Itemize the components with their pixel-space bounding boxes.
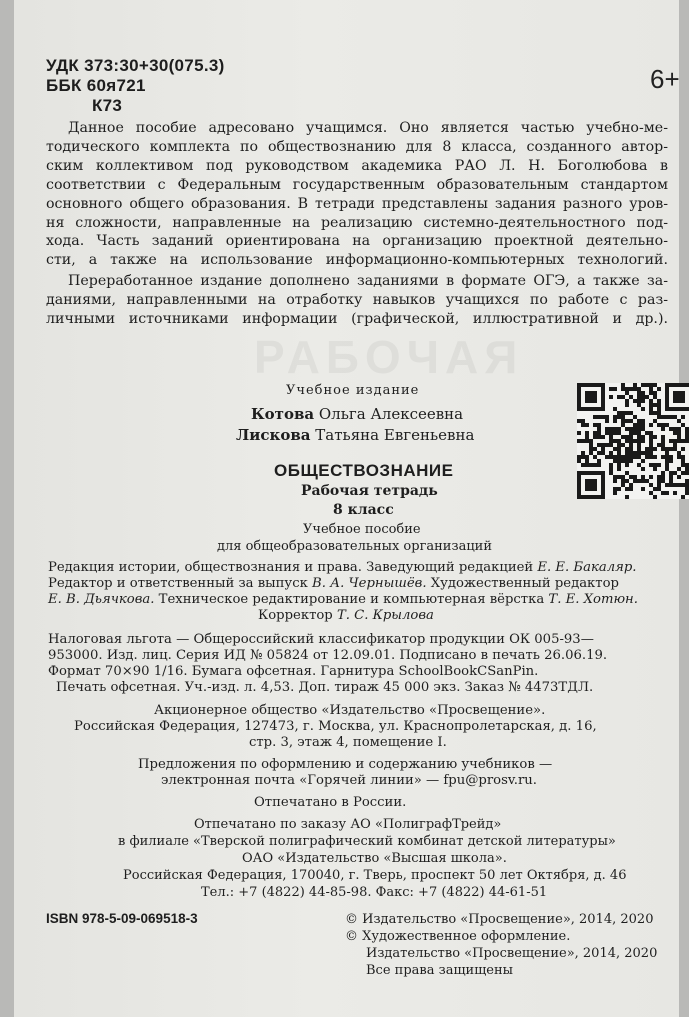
printer-line-4: Российская Федерация, 170040, г. Тверь, проспект 50 лет Октября, д. 46 [123, 868, 627, 883]
credits-line-4 [258, 609, 434, 622]
print-info-line-3: Формат 70×90 1/16. Бумага офсетная. Гарнитура SchoolBookCSanPin. [48, 664, 539, 679]
credits-line-3 [48, 593, 638, 606]
intro-line: тодического комплекта по обществознанию для 8 класса, созданного автор- [46, 138, 668, 155]
intro-paragraph-2 [46, 272, 668, 329]
credits-person: Е. Е. Бакаляр. [537, 560, 637, 575]
qr-code [577, 383, 689, 499]
book-title: ОБЩЕСТВОЗНАНИЕ [274, 461, 454, 480]
copyright-1: © Издательство «Просвещение», 2014, 2020 [345, 912, 654, 927]
book-grade: 8 класс [333, 502, 394, 518]
bbk-code: ББК 60я721 [46, 76, 146, 95]
publisher-line-6: Отпечатано в России. [254, 795, 407, 810]
credits-text: Редактор и ответственный за выпуск [48, 576, 308, 591]
intro-line: основного общего образования. В тетради представлены задания разного уров- [46, 195, 668, 212]
book-audience: для общеобразовательных организаций [217, 539, 493, 554]
copyright-2: © Художественное оформление. [345, 929, 571, 944]
publisher-line-3: стр. 3, этаж 4, помещение I. [249, 735, 447, 750]
copyright-4: Все права защищены [366, 963, 513, 978]
intro-line: личными источниками информации (графической, иллюстративной и др.). [46, 310, 668, 327]
author-2-surname: Лискова [236, 426, 311, 444]
intro-line: ским коллективом под руководством академика РАО Л. Н. Боголюбова в [46, 157, 668, 174]
author-1-surname: Котова [251, 405, 315, 423]
credits-person: В. А. Чернышёв. [312, 576, 427, 591]
credits-person: Т. С. Крылова [336, 608, 434, 623]
intro-line: соответствии с Федеральным государственным образовательным стандартом [46, 176, 668, 193]
udk-code: УДК 373:30+30(075.3) [46, 56, 225, 75]
intro-line: даниями, направленными на отработку навыков учащихся по работе с раз- [46, 291, 668, 308]
print-info-line-4: Печать офсетная. Уч.-изд. л. 4,53. Доп. тираж 45 000 экз. Заказ № 4473ТДЛ. [56, 680, 594, 695]
intro-paragraph-1 [46, 119, 668, 270]
publisher-line-4: Предложения по оформлению и содержанию учебников — [138, 757, 553, 772]
printer-line-1: Отпечатано по заказу АО «ПолиграфТрейд» [194, 817, 502, 832]
credits-person: Т. Е. Хотюн. [548, 592, 638, 607]
printer-line-2: в филиале «Тверской полиграфический комбинат детской литературы» [118, 834, 616, 849]
intro-line: хода. Часть заданий ориентирована на организацию проектной деятельно- [46, 233, 668, 250]
credits-person: Е. В. Дьячкова. [48, 592, 155, 607]
print-info-line-2: 953000. Изд. лиц. Серия ИД № 05824 от 12.09.01. Подписано в печать 26.06.19. [48, 648, 608, 663]
page [14, 0, 679, 1017]
intro-line: Данное пособие адресовано учащимся. Оно является частью учебно-ме- [68, 120, 668, 136]
author-1 [251, 407, 463, 422]
credits-line-1 [48, 561, 636, 574]
book-subtitle: Рабочая тетрадь [301, 483, 438, 499]
isbn: ISBN 978-5-09-069518-3 [46, 911, 198, 926]
author-2 [236, 428, 474, 443]
intro-line: ня сложности, направленные на реализацию системно-деятельностного под- [46, 214, 668, 231]
qr-code-image [577, 383, 689, 499]
intro-line: Переработанное издание дополнено заданиями в формате ОГЭ, а также за- [68, 273, 668, 289]
age-rating: 6+ [650, 64, 680, 94]
credits-text: Редакция истории, обществознания и права. Заведующий редакцией [48, 560, 534, 575]
printer-line-3: ОАО «Издательство «Высшая школа». [242, 851, 507, 866]
edition-type: Учебное издание [286, 383, 420, 398]
credits-line-2 [48, 577, 619, 590]
print-info-line-1: Налоговая льгота — Общероссийский классификатор продукции ОК 005-93— [48, 632, 594, 647]
printer-line-5: Тел.: +7 (4822) 44-85-98. Факс: +7 (4822) 44-61-51 [201, 885, 548, 900]
author-2-name: Татьяна Евгеньевна [315, 426, 475, 444]
intro-line: сти, а также на использование информационно-компьютерных технологий. [46, 252, 668, 269]
book-kind: Учебное пособие [303, 522, 421, 537]
author-1-name: Ольга Алексеевна [318, 405, 464, 423]
copyright-3: Издательство «Просвещение», 2014, 2020 [366, 946, 658, 961]
credits-text: Корректор [258, 608, 333, 623]
show-through-text: РАБОЧАЯ [254, 331, 524, 383]
publisher-line-1: Акционерное общество «Издательство «Просвещение». [154, 703, 546, 718]
publisher-line-5: электронная почта «Горячей линии» — fpu@prosv.ru. [161, 773, 537, 788]
credits-text: Техническое редактирование и компьютерная вёрстка [158, 592, 545, 607]
publisher-line-2: Российская Федерация, 127473, г. Москва, ул. Краснопролетарская, д. 16, [74, 719, 597, 734]
author-mark: К73 [92, 96, 123, 115]
credits-text: Художественный редактор [430, 576, 619, 591]
